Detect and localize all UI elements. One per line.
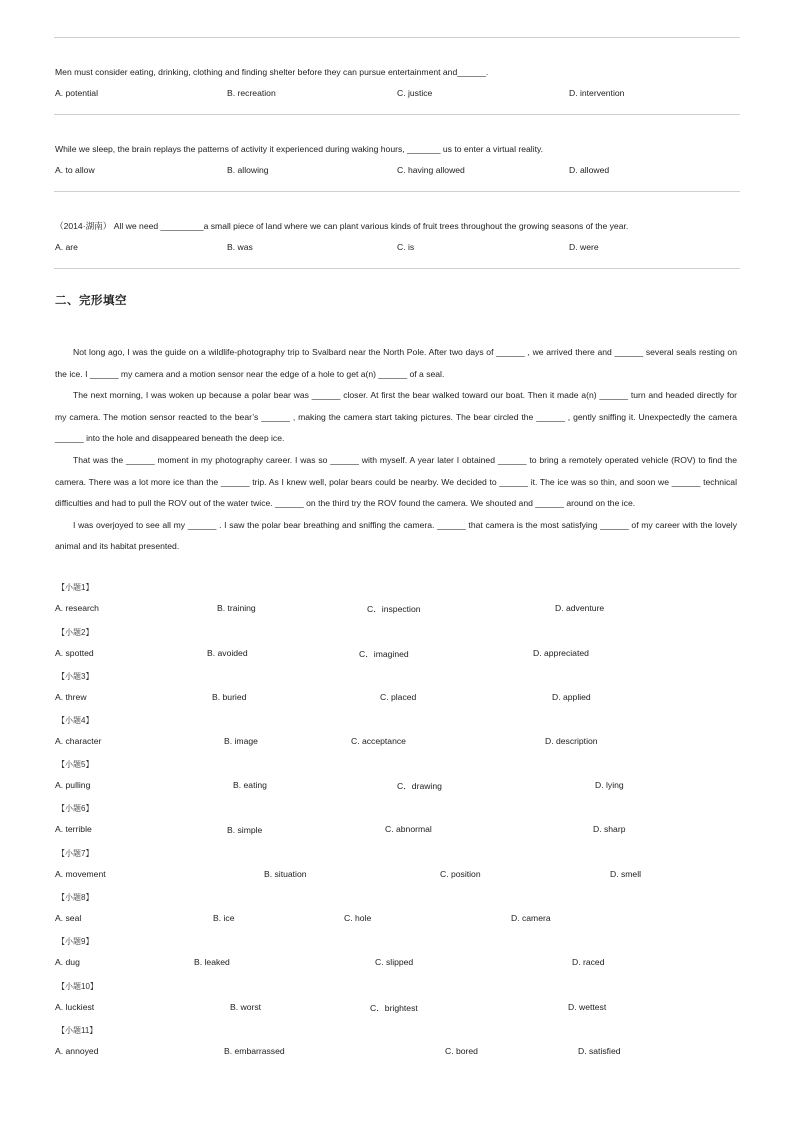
option-d[interactable]: D. camera [511,913,551,923]
subquestion-label: 【小题2】 [57,628,94,637]
option-b[interactable]: B. was [227,242,253,252]
option-a[interactable]: A. dug [55,957,80,967]
option-c[interactable]: C．inspection [367,604,421,614]
option-b[interactable]: B. ice [213,913,235,923]
option-b[interactable]: B. worst [230,1002,262,1012]
option-c[interactable]: C. position [440,869,481,879]
option-b[interactable]: B. buried [212,692,247,702]
option-b[interactable]: B. recreation [227,88,276,98]
option-a[interactable]: A. character [55,736,102,746]
divider [54,114,740,115]
option-d[interactable]: D. lying [595,780,624,790]
option-d[interactable]: D. description [545,736,598,746]
option-a[interactable]: A. are [55,242,78,252]
option-b[interactable]: B. image [224,736,258,746]
subquestion-label: 【小题4】 [57,716,94,725]
option-d[interactable]: D. applied [552,692,591,702]
subquestion-label: 【小题10】 [57,982,98,991]
option-b[interactable]: B. eating [233,780,267,790]
option-d[interactable]: D. sharp [593,824,626,834]
option-d[interactable]: D. allowed [569,165,610,175]
option-a[interactable]: A. spotted [55,648,94,658]
option-b[interactable]: B. allowing [227,165,269,175]
passage-paragraph: I was overjoyed to see all my ______ . I saw the polar bear breathing and sniffing the camera. ______ that camera is the most satisfying ______ of my career with the lovely animal and its habitat presented. [55,519,737,552]
option-a[interactable]: A. luckiest [55,1002,95,1012]
subquestion-label: 【小题6】 [57,804,94,813]
passage-paragraph: Not long ago, I was the guide on a wildlife-photography trip to Svalbard near the North Pole. After two days of ______ , we arrived there and ______ several seals resting on the ice. I ______ my camera and a motion sensor near the edge of a hole to get a(n) ______ of a seal. [55,347,737,379]
option-b[interactable]: B. situation [264,869,307,879]
option-c[interactable]: C. abnormal [385,824,432,834]
option-d[interactable]: D. appreciated [533,648,589,658]
question-stem: （2014·湖南） All we need _________a small piece of land where we can plant various kinds of fruit trees throughout the growing seasons of the year. [55,221,629,231]
option-c[interactable]: C．brightest [370,1003,418,1013]
option-c[interactable]: C. bored [445,1046,478,1056]
subquestion-label: 【小题11】 [57,1026,98,1035]
divider [54,191,740,192]
passage-paragraph: That was the ______ moment in my photography career. I was so ______ with myself. A year later I obtained ______ to bring a remotely operated vehicle (ROV) to find the camera. There was a lot more ice than the ______ trip. As I knew well, polar bears could be nearby. We decided to ______ it. The ice was so thin, and soon we ______ technical difficulties and had to pull the ROV out of the water twice. ______ on the third try the ROV found the camera. We shouted and ______ around on the ice. [55,454,737,509]
option-c[interactable]: C. hole [344,913,372,923]
question-stem: Men must consider eating, drinking, clothing and finding shelter before they can pursue entertainment and______. [55,67,489,77]
option-b[interactable]: B. simple [227,825,263,835]
option-c[interactable]: C．drawing [397,781,442,791]
section-title: 二、完形填空 [55,293,127,307]
option-d[interactable]: D. wettest [568,1002,607,1012]
subquestion-label: 【小题7】 [57,849,94,858]
option-c[interactable]: C. justice [397,88,433,98]
option-c[interactable]: C. having allowed [397,165,465,175]
option-a[interactable]: A. potential [55,88,98,98]
option-a[interactable]: A. pulling [55,780,91,790]
option-c[interactable]: C. acceptance [351,736,406,746]
option-c[interactable]: C. is [397,242,415,252]
option-a[interactable]: A. threw [55,692,87,702]
option-b[interactable]: B. avoided [207,648,248,658]
option-c[interactable]: C．imagined [359,649,409,659]
option-b[interactable]: B. leaked [194,957,230,967]
option-b[interactable]: B. embarrassed [224,1046,285,1056]
divider [54,37,740,38]
subquestion-label: 【小题1】 [57,583,94,592]
option-a[interactable]: A. seal [55,913,82,923]
divider [54,268,740,269]
passage-paragraph: The next morning, I was woken up because a polar bear was ______ closer. At first the bear walked toward our boat. Then it made a(n) ______ turn and headed directly for my camera. The motion sensor reacted to the bear’s ______ , making the camera start taking pictures. The bear circled the ______ , gently sniffing it. Unexpectedly the camera ______ into the hole and disappeared beneath the deep ice. [55,390,737,444]
option-d[interactable]: D. intervention [569,88,625,98]
option-d[interactable]: D. were [569,242,599,252]
subquestion-label: 【小题8】 [57,893,94,902]
option-d[interactable]: D. adventure [555,603,605,613]
subquestion-label: 【小题3】 [57,672,94,681]
option-a[interactable]: A. movement [55,869,106,879]
option-c[interactable]: C. slipped [375,957,414,967]
option-c[interactable]: C. placed [380,692,417,702]
option-d[interactable]: D. smell [610,869,642,879]
option-a[interactable]: A. terrible [55,824,92,834]
option-b[interactable]: B. training [217,603,256,613]
option-a[interactable]: A. to allow [55,165,95,175]
option-a[interactable]: A. research [55,603,99,613]
question-stem: While we sleep, the brain replays the patterns of activity it experienced during waking hours, _______ us to enter a virtual reality. [55,144,544,154]
option-d[interactable]: D. raced [572,957,605,967]
option-d[interactable]: D. satisfied [578,1046,621,1056]
subquestion-label: 【小题5】 [57,760,94,769]
option-a[interactable]: A. annoyed [55,1046,99,1056]
cloze-passage [55,342,737,558]
subquestion-label: 【小题9】 [57,937,94,946]
